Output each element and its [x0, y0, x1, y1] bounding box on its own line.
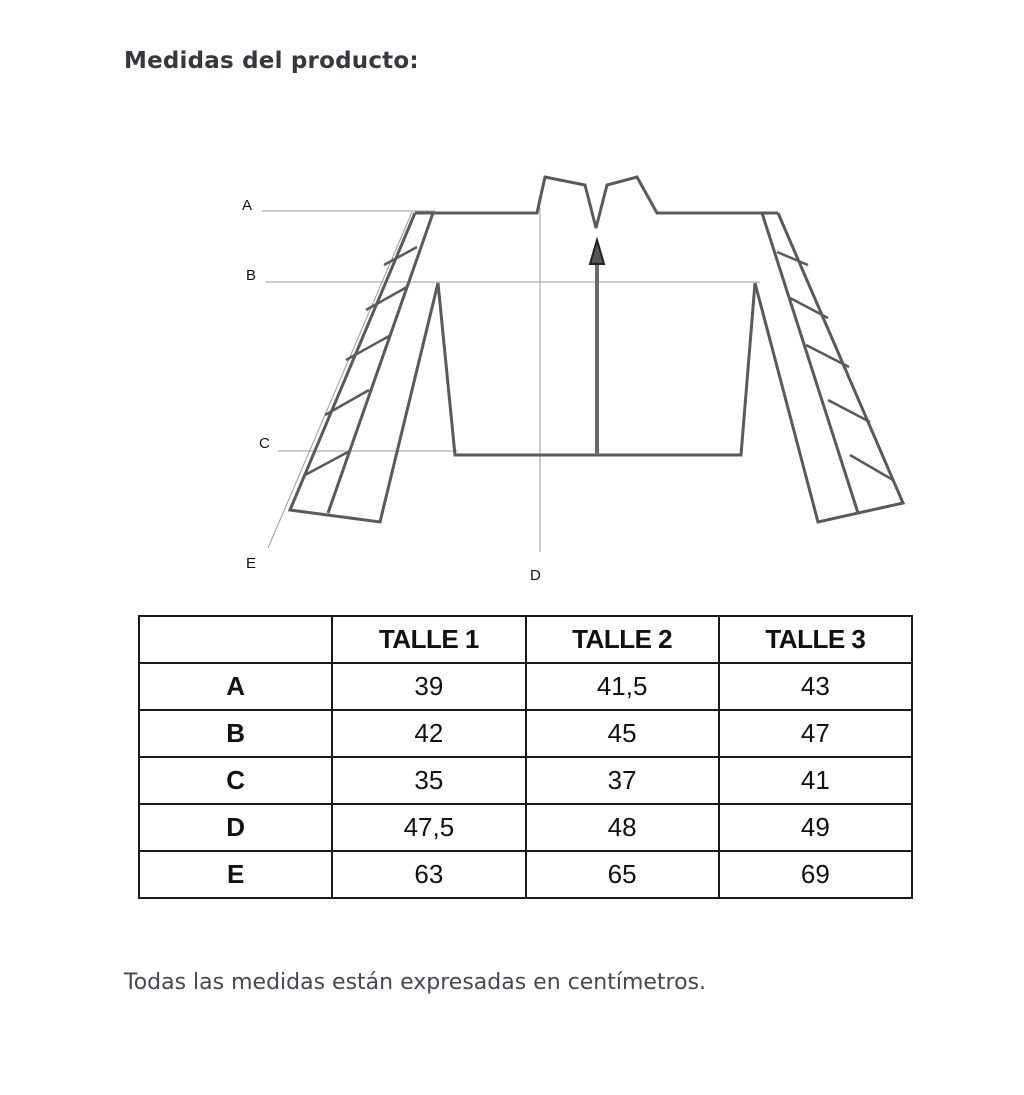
size-table	[138, 615, 913, 899]
label-c: C	[259, 435, 270, 452]
table-cell: 42	[332, 710, 525, 757]
table-cell: 41,5	[526, 663, 719, 710]
table-header-row	[139, 616, 912, 663]
units-note: Todas las medidas están expresadas en centímetros.	[124, 970, 707, 995]
column-header: TALLE 2	[526, 616, 719, 663]
table-cell: 45	[526, 710, 719, 757]
label-b: B	[246, 267, 257, 284]
length-arrow	[590, 240, 604, 455]
measurement-guide-lines	[262, 208, 760, 552]
table-cell: 41	[719, 757, 912, 804]
table-cell: 48	[526, 804, 719, 851]
row-label: A	[139, 663, 332, 710]
row-label: E	[139, 851, 332, 898]
label-a: A	[242, 197, 253, 214]
row-label: B	[139, 710, 332, 757]
table-cell: 49	[719, 804, 912, 851]
row-label: D	[139, 804, 332, 851]
table-row	[139, 851, 912, 898]
column-header: TALLE 3	[719, 616, 912, 663]
label-d: D	[530, 567, 541, 584]
table-cell: 69	[719, 851, 912, 898]
table-row	[139, 710, 912, 757]
label-e: E	[246, 555, 257, 572]
page-title: Medidas del producto:	[124, 48, 419, 74]
table-row	[139, 663, 912, 710]
column-header: TALLE 1	[332, 616, 525, 663]
table-cell: 63	[332, 851, 525, 898]
table-cell: 65	[526, 851, 719, 898]
table-row	[139, 757, 912, 804]
jacket-shoulder-collar	[415, 177, 778, 228]
table-cell: 47	[719, 710, 912, 757]
table-cell: 47,5	[332, 804, 525, 851]
table-row	[139, 804, 912, 851]
table-cell: 39	[332, 663, 525, 710]
table-cell: 37	[526, 757, 719, 804]
table-cell: 35	[332, 757, 525, 804]
table-cell: 43	[719, 663, 912, 710]
column-header	[139, 616, 332, 663]
row-label: C	[139, 757, 332, 804]
